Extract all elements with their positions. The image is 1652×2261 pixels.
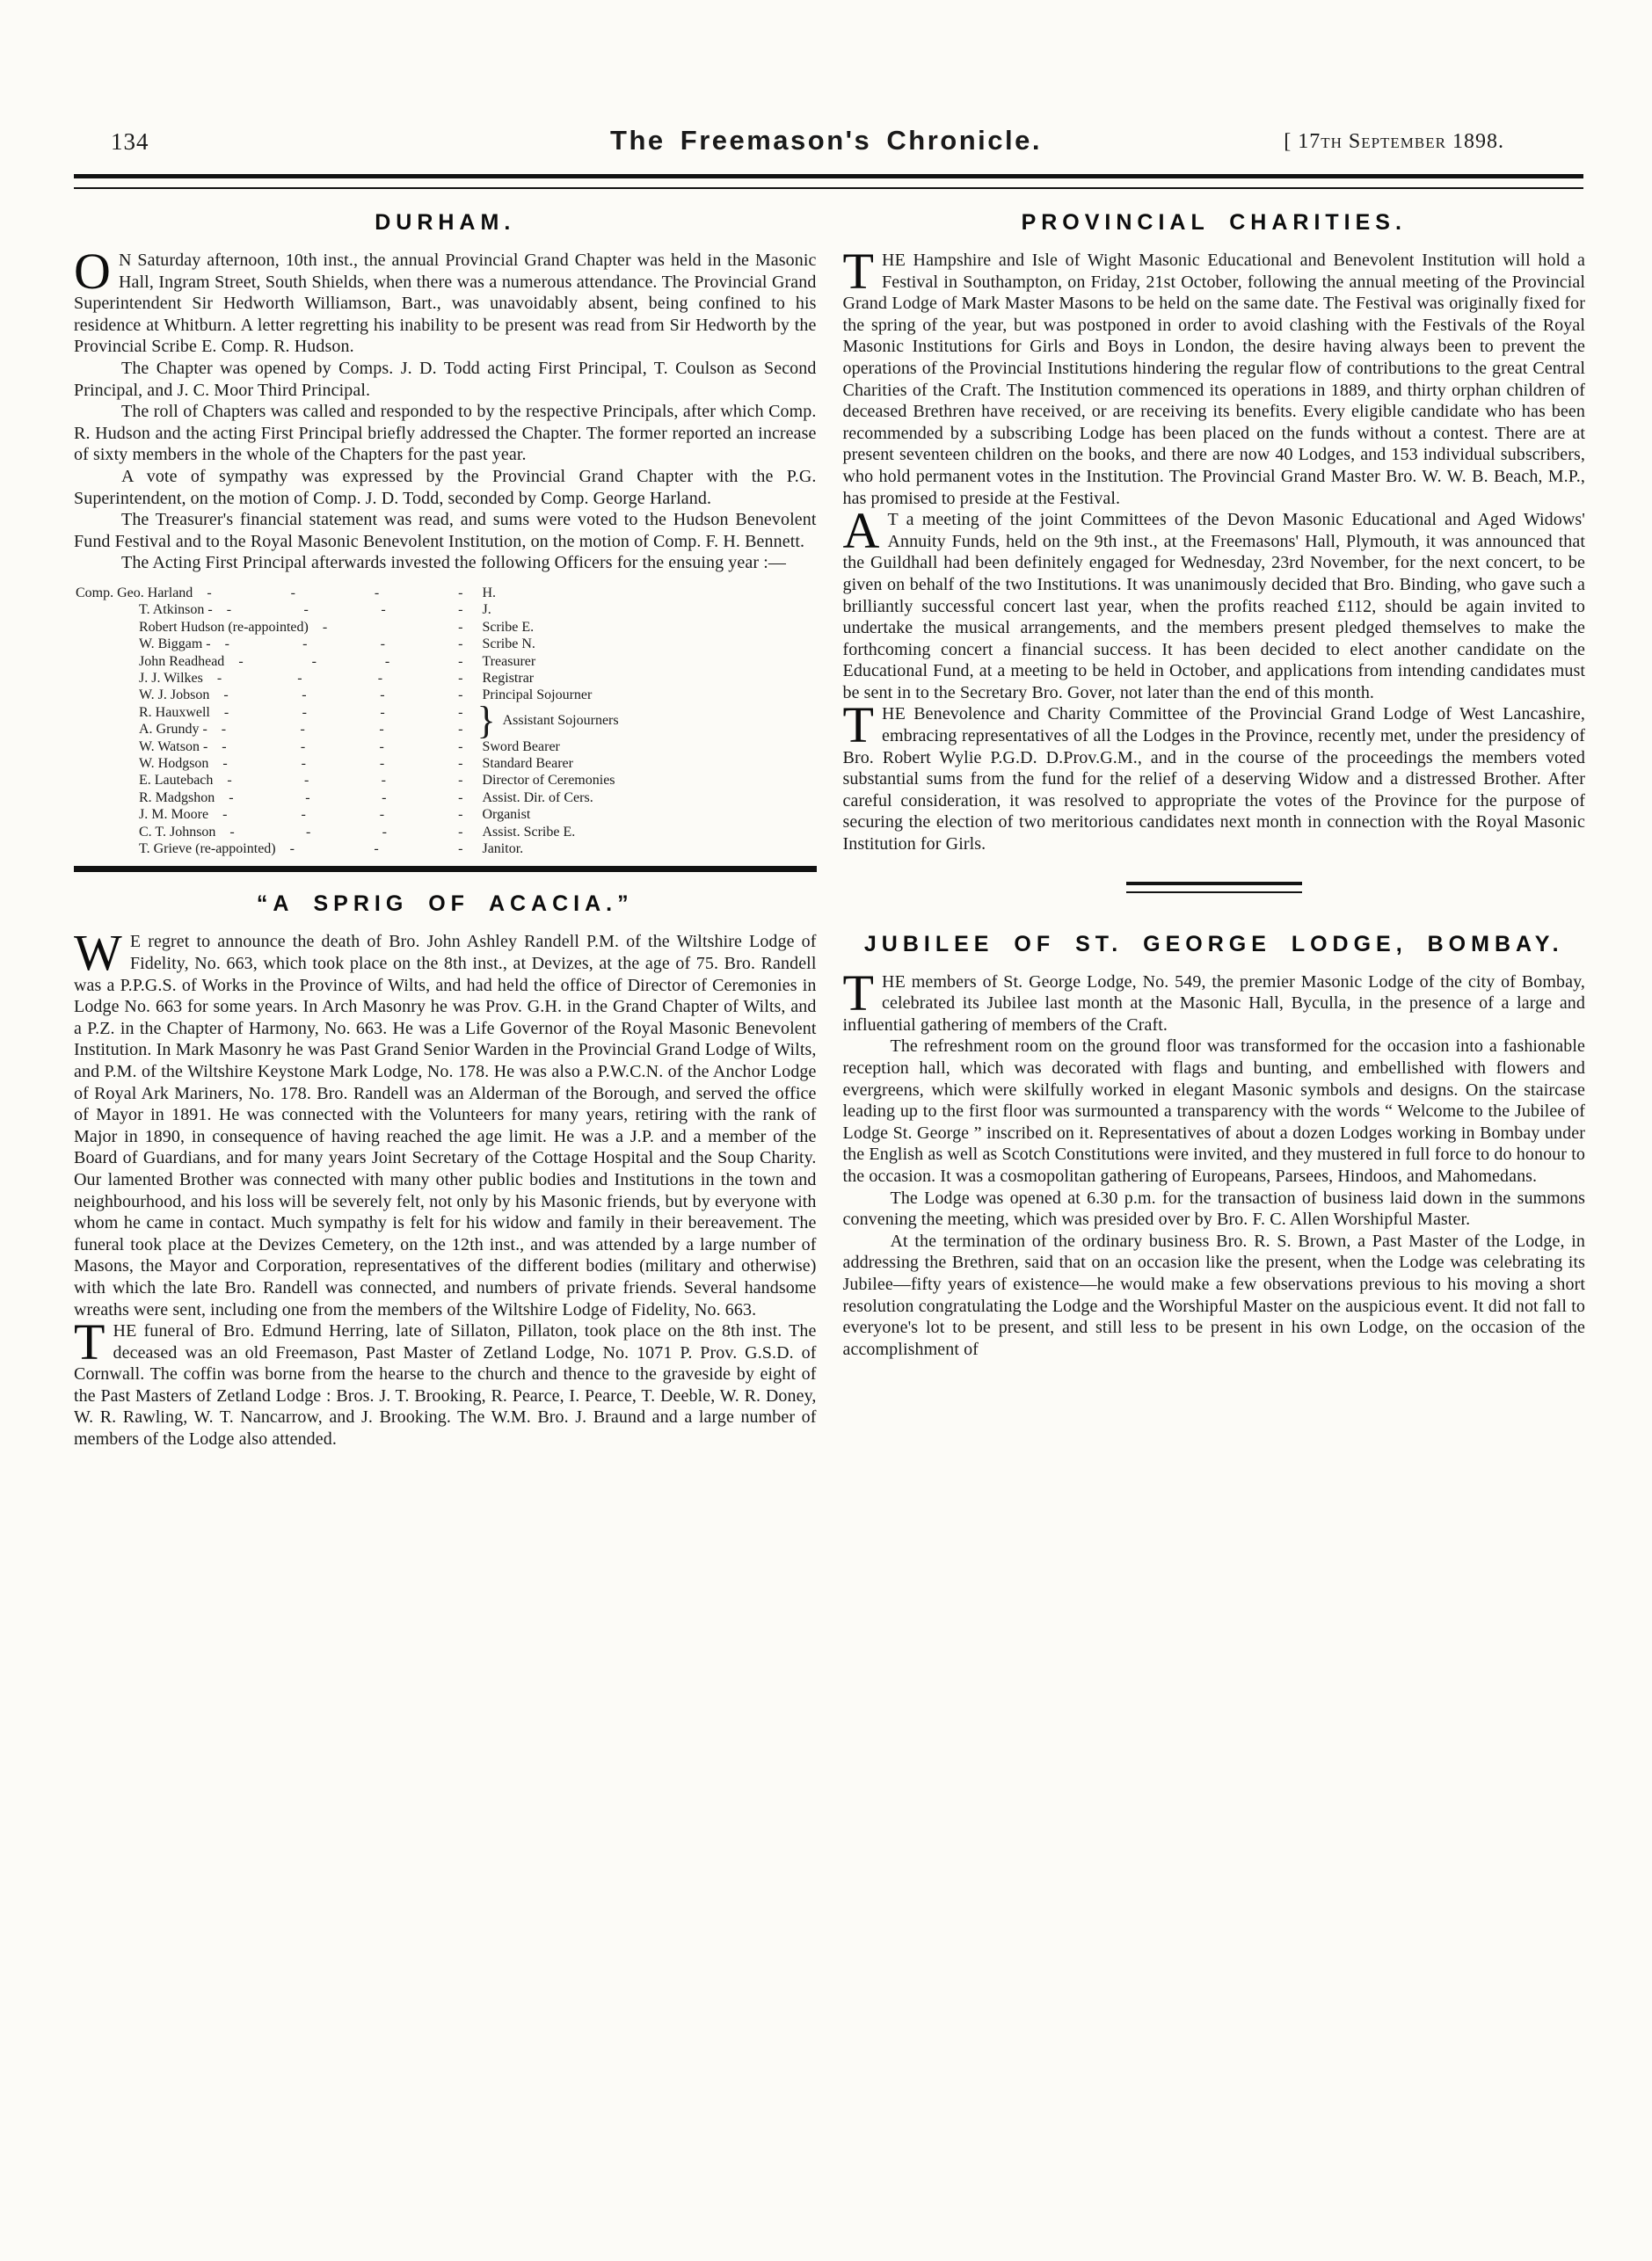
page-header bbox=[0, 123, 1652, 167]
officer-row bbox=[74, 585, 817, 601]
paragraph-text: N Saturday afternoon, 10th inst., the annual Provincial Grand Chapter was held in the Masonic Hall, Ingram Street, South Shields, when there was a numerous attendance. The Provincial Grand Superintendent Sir Hedworth Williamson, Bart., was unavoidably absent, being confined to his residence at Whitburn. A letter regretting his inability to be present was read from Sir Hedworth by the Provincial Scribe E. Comp. R. Hudson. bbox=[74, 251, 817, 357]
drop-cap: W bbox=[74, 924, 122, 982]
page-columns bbox=[0, 210, 1652, 1450]
officer-office: Treasurer bbox=[482, 653, 536, 669]
officer-row bbox=[74, 755, 817, 772]
article-title-acacia: “A SPRIG OF ACACIA.” bbox=[256, 891, 634, 917]
dash-leader: - - - - bbox=[222, 755, 463, 771]
officer-office: Assist. Scribe E. bbox=[482, 824, 576, 840]
charities-paragraph-1 bbox=[842, 243, 1586, 509]
right-column bbox=[843, 210, 1586, 1450]
officer-office: Registrar bbox=[482, 670, 535, 686]
acacia-paragraph-2 bbox=[74, 1313, 817, 1450]
officer-row bbox=[74, 789, 817, 806]
page-number: 134 bbox=[111, 128, 149, 155]
officer-row bbox=[74, 738, 817, 755]
masthead-title: The Freemason's Chronicle. bbox=[610, 125, 1042, 156]
jubilee-paragraph-3: The Lodge was opened at 6.30 p.m. for the transaction of business laid down in the summons convening the meeting, which was presided over by Bro. F. C. Allen Worshipful Master. bbox=[842, 1188, 1585, 1230]
dash-leader: - - - - bbox=[207, 585, 463, 600]
officer-row bbox=[74, 601, 817, 618]
officer-row bbox=[74, 772, 817, 789]
article-divider-rule bbox=[1126, 882, 1302, 893]
left-column bbox=[74, 210, 817, 1450]
officer-office: Scribe N. bbox=[482, 636, 535, 652]
drop-cap: T bbox=[74, 1313, 106, 1371]
dash-leader: - - bbox=[322, 619, 463, 635]
officer-row bbox=[74, 670, 817, 687]
dash-leader: - - - - bbox=[216, 670, 463, 686]
officer-name: W. Watson - bbox=[139, 738, 208, 754]
dash-leader: - - - - bbox=[223, 704, 463, 720]
drop-cap: A bbox=[842, 502, 880, 560]
officer-name: J. J. Wilkes bbox=[139, 670, 203, 686]
officer-office: Director of Ceremonies bbox=[482, 773, 615, 789]
article-title-durham: DURHAM. bbox=[375, 210, 516, 235]
officer-name: Comp. Geo. Harland bbox=[76, 585, 193, 600]
dash-leader: - - - - bbox=[238, 653, 463, 669]
dash-leader: - - - bbox=[289, 841, 463, 856]
paragraph-text: E regret to announce the death of Bro. John Ashley Randell P.M. of the Wiltshire Lodge of Fidelity, No. 663, which took place on the 8th inst., at Devizes, at the age of 75. Bro. Randell was a P.P.G.S. of Works in the Province of Wilts, and had held the office of Director of Ceremonies in Lodge No. 663 for some years. In Arch Masonry he was Prov. G.H. in the Grand Chapter of Wilts, and a P.Z. in the Chapter of Harmony, No. 663. He was a Life Governor of the Royal Masonic Benevolent Institution. In Mark Masonry he was Past Grand Senior Warden in the Provincial Grand Lodge of Wilts, and P.M. of the Wiltshire Keystone Mark Lodge, No. 178. He was also a P.W.C.N. of the Anchor Lodge of Royal Ark Mariners, No. 178. Bro. Randell was an Alderman of the Borough, and served the office of Mayor in 1891. He was connected with the Volunteers for many years, retiring with the rank of Major in 1890, in consequence of having reached the age limit. He was a J.P. and a member of the Board of Guardians, and for many years Joint Secretary of the Cottage Hospital and the Soup Charity. Our lamented Brother was connected with many other public bodies and Institutions in the town and neighbourhood, and his loss will be severely felt, not only by his Masonic friends, but by everyone with whom he came in contact. Much sympathy is felt for his widow and family in their bereavement. The funeral took place at the Devizes Cemetery, on the 12th inst., and was attended by a large number of Masons, the Mayor and Corporation, representatives of the different bodies (military and otherwise) with which the late Bro. Randell was connected, and numbers of private friends. Several handsome wreaths were sent, including one from the members of the Wiltshire Lodge of Fidelity, No. 663. bbox=[74, 932, 817, 1320]
drop-cap: T bbox=[842, 696, 875, 754]
paragraph-text: HE Hampshire and Isle of Wight Masonic Educational and Benevolent Institution will hold a Festival in Southampton, on Friday, 21st October, following the annual meeting of the Provincial Grand Lodge of Mark Master Masons to be held on the same date. The Festival was originally fixed for the spring of the year, but was postponed in order to avoid clashing with the Festivals of the Royal Masonic Institutions for Girls and Boys in London, the desire having always been to prevent the operations of the Provincial Institutions hindering the regular flow of contributions to the great Central Charities of the Craft. The Institution commenced its operations in 1889, and thirty orphan children of deceased Brethren have received, or are receiving its benefits. Every eligible candidate who has been recommended by a subscribing Lodge has been placed on the funds without a contest. There are at present seventeen children on the books, and there are now 40 Lodges, and 153 individual subscribers, who hold permanent votes in the Institution. The Provincial Grand Master Bro. W. W. B. Beach, M.P., has promised to preside at the Festival. bbox=[842, 251, 1585, 508]
officer-row bbox=[74, 619, 817, 636]
durham-paragraph-6: The Acting First Principal afterwards invested the following Officers for the ensuing year :— bbox=[121, 553, 786, 573]
dash-leader: - - - - bbox=[222, 807, 463, 823]
charities-paragraph-2 bbox=[842, 502, 1586, 703]
paragraph-text: T a meeting of the joint Committees of the Devon Masonic Educational and Aged Widows' Annuity Funds, held on the 9th inst., at the Freemasons' Hall, Plymouth, it was announced that the Guildhall had been definitely engaged for Wednesday, 23rd November, for the next concert, to be given on behalf of the two Institutions. It was unanimously decided that Bro. Binding, who gave such a brilliantly successful concert last year, when the profits reached £112, should be again invited to undertake the musical arrangements, and the members present pledged themselves to make the forthcoming concert a financial success. It has been decided to elect another candidate on the Educational Fund, at a meeting to be held in October, and applications from intending candidates must be sent in to the Secretary Bro. Gover, not later than the end of this month. bbox=[842, 510, 1585, 702]
officer-name: W. Hodgson bbox=[139, 755, 209, 771]
officer-office: Standard Bearer bbox=[482, 755, 573, 771]
officer-office: Sword Bearer bbox=[482, 738, 560, 754]
officer-name: John Readhead bbox=[139, 653, 225, 669]
officer-office: Assist. Dir. of Cers. bbox=[482, 789, 593, 805]
officer-office: Principal Sojourner bbox=[482, 687, 593, 703]
officer-row bbox=[74, 840, 817, 857]
issue-date: [ 17th September 1898. bbox=[1284, 130, 1504, 153]
article-title-jubilee: JUBILEE OF ST. GEORGE LODGE, BOMBAY. bbox=[863, 931, 1564, 956]
officer-office: Organist bbox=[482, 807, 531, 823]
dash-leader: - - - - bbox=[227, 773, 463, 789]
officer-row bbox=[74, 806, 817, 823]
officer-name: A. Grundy - bbox=[139, 722, 207, 738]
jubilee-paragraph-4: At the termination of the ordinary business Bro. R. S. Brown, a Past Master of the Lodge, in addressing the Brethren, said that on an occasion like the present, when the Lodge was celebrating its Jubilee—fifty years of existence—he would make a few observations previous to his moving a short resolution congratulating the Lodge and the Worshipful Master on the auspicious event. It did not fall to everyone's lot to be present, and still less to be present in his own Lodge, on the occasion of the accomplishment of bbox=[842, 1231, 1585, 1359]
drop-cap: O bbox=[74, 243, 111, 300]
officer-office: Janitor. bbox=[482, 841, 524, 856]
officer-pair-rows bbox=[74, 699, 817, 743]
paragraph-text: HE funeral of Bro. Edmund Herring, late of Sillaton, Pillaton, took place on the 8th inst. The deceased was an old Freemason, Past Master of Zetland Lodge, No. 1071 P. Prov. G.S.D. of Cornwall. The coffin was borne from the hearse to the church and thence to the graveside by eight of the Past Masters of Zetland Lodge : Bros. J. T. Brooking, R. Pearce, I. Pearce, T. Deeble, W. R. Doney, W. R. Rawling, W. T. Nancarrow, and J. Brooking. The W.M. Bro. J. Braund and a large number of members of the Lodge also attended. bbox=[74, 1321, 817, 1450]
officer-name: J. M. Moore bbox=[139, 807, 209, 823]
header-rule bbox=[74, 174, 1583, 189]
officer-office: J. bbox=[482, 602, 491, 618]
dash-leader: - - - - bbox=[222, 738, 463, 754]
officer-name: E. Lautebach bbox=[139, 773, 214, 789]
brace-glyph: } bbox=[477, 699, 496, 743]
durham-paragraph-4: A vote of sympathy was expressed by the Provincial Grand Chapter with the P.G. Superintendent, on the motion of Comp. J. D. Todd, seconded by Comp. George Harland. bbox=[74, 466, 817, 508]
officer-office: Scribe E. bbox=[482, 619, 535, 635]
acacia-paragraph-1 bbox=[74, 924, 817, 1320]
officer-name: T. Atkinson - bbox=[139, 602, 213, 618]
durham-paragraph-2: The Chapter was opened by Comps. J. D. Todd acting First Principal, T. Coulson as Second Principal, and J. C. Moor Third Principal. bbox=[74, 358, 817, 400]
officer-name: W. J. Jobson bbox=[139, 687, 210, 703]
officer-office: H. bbox=[482, 585, 497, 600]
dash-leader: - - - - bbox=[229, 789, 463, 805]
officer-row bbox=[74, 687, 817, 703]
officers-list bbox=[74, 585, 817, 858]
drop-cap: T bbox=[842, 243, 875, 300]
durham-paragraph-3: The roll of Chapters was called and responded to by the respective Principals, after which Comp. R. Hudson and the acting First Principal briefly addressed the Chapter. The former reported an increase of sixty members in the whole of the Chapters for the past year. bbox=[74, 402, 817, 465]
jubilee-paragraph-1 bbox=[842, 963, 1586, 1036]
officer-row bbox=[74, 636, 817, 652]
officer-name: W. Biggam - bbox=[139, 636, 211, 652]
officer-row bbox=[74, 653, 817, 670]
dash-leader: - - - - bbox=[224, 636, 463, 652]
durham-paragraph-5: The Treasurer's financial statement was read, and sums were voted to the Hudson Benevolent Fund Festival and to the Royal Masonic Benevolent Institution, on the motion of Comp. F. H. Bennett. bbox=[74, 510, 817, 551]
paragraph-text: HE Benevolence and Charity Committee of the Provincial Grand Lodge of West Lancashire, embracing representatives of all the Lodges in the Province, recently met, under the presidency of Bro. Robert Wylie P.G.D. D.Prov.G.M., and in the course of the proceedings the members voted substantial sums from the fund for the relief of a deserving Widow and a distressed Brother. After careful consideration, it was resolved to appropriate the votes of the Province for the purpose of securing the election of two meritorious candidates next month in connection with the Royal Masonic Institution for Girls. bbox=[842, 704, 1585, 854]
officer-name: Robert Hudson (re-appointed) bbox=[139, 619, 309, 635]
charities-paragraph-3 bbox=[842, 696, 1586, 854]
officer-name: T. Grieve (re-appointed) bbox=[139, 841, 276, 856]
officer-name: R. Madgshon bbox=[139, 789, 215, 805]
officer-name: C. T. Johnson bbox=[139, 824, 216, 840]
section-divider-rule bbox=[74, 866, 817, 872]
durham-paragraph-1 bbox=[74, 243, 817, 358]
dash-leader: - - - - bbox=[221, 722, 463, 738]
drop-cap: T bbox=[842, 963, 875, 1021]
officer-name: R. Hauxwell bbox=[139, 704, 210, 720]
article-title-charities: PROVINCIAL CHARITIES. bbox=[1021, 210, 1407, 235]
officer-row bbox=[74, 824, 817, 840]
paragraph-text: HE members of St. George Lodge, No. 549, the premier Masonic Lodge of the city of Bombay, celebrated its Jubilee last month at the Masonic Hall, Byculla, in the presence of a large and influential gathering of members of the Craft. bbox=[842, 971, 1585, 1035]
dash-leader: - - - - bbox=[223, 687, 463, 703]
officer-office: Assistant Sojourners bbox=[502, 713, 619, 729]
jubilee-paragraph-2: The refreshment room on the ground floor was transformed for the occasion into a fashionable reception hall, which was decorated with flags and bunting, and embellished with flowers and evergreens, which were skilfully worked in elegant Masonic symbols and designs. On the staircase leading up to the first floor was surmounted a transparency with the words “ Welcome to the Jubilee of Lodge St. George ” inscribed on it. Representatives of about a dozen Lodges working in Bombay under the English as well as Scotch Constitutions were invited, and they mustered in full force to do honour to the occasion. It was a cosmopolitan gathering of Europeans, Parsees, Hindoos, and Mahomedans. bbox=[842, 1036, 1585, 1186]
dash-leader: - - - - bbox=[226, 602, 463, 618]
dash-leader: - - - - bbox=[229, 824, 463, 840]
